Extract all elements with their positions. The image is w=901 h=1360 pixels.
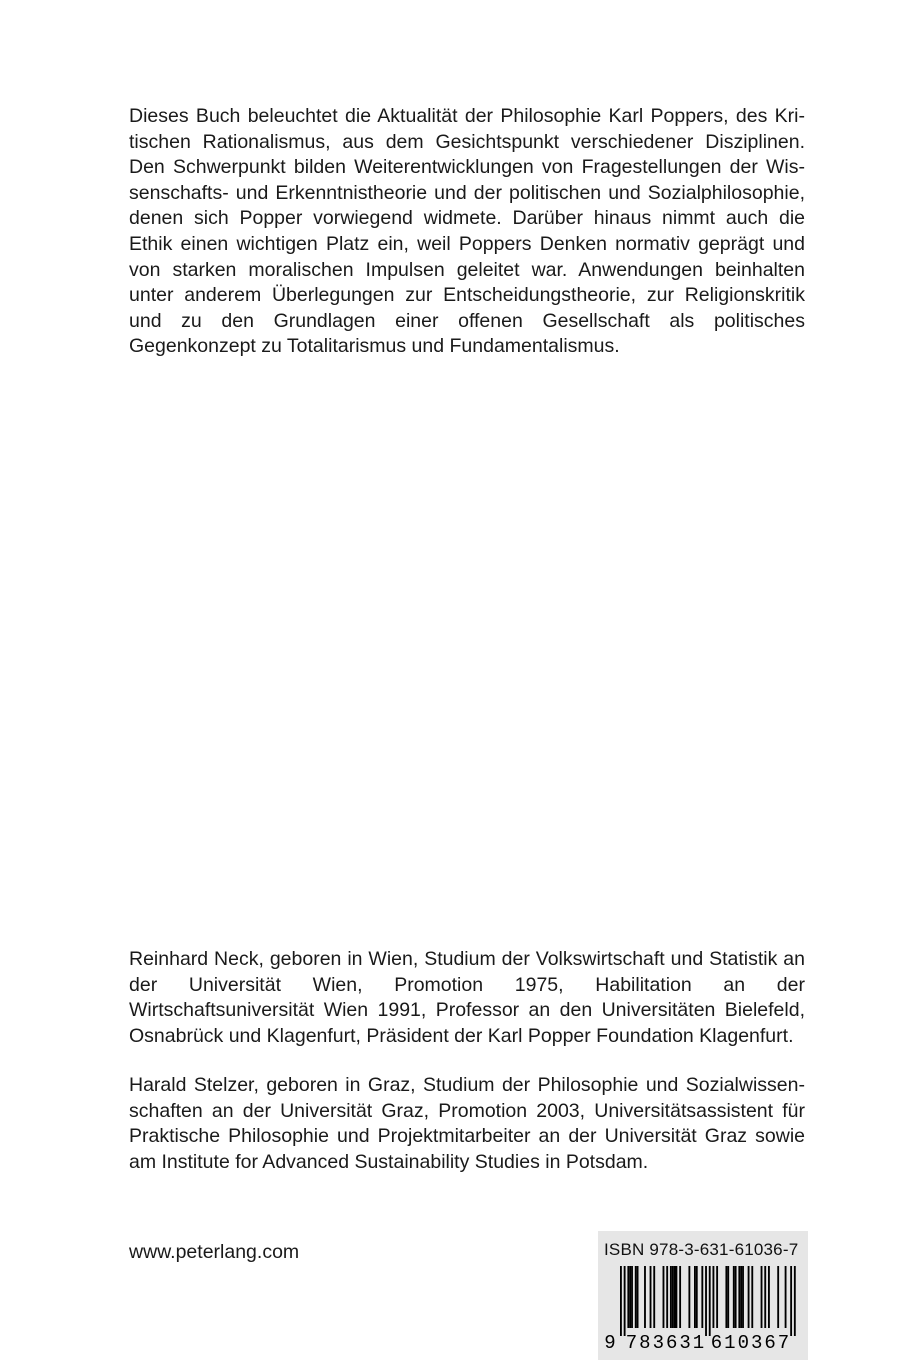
barcode-digit-first: 9 [604, 1332, 616, 1352]
barcode-bar [740, 1266, 742, 1328]
isbn-label: ISBN 978-3-631-61036-7 [604, 1240, 799, 1259]
publisher-website: www.peterlang.com [129, 1241, 300, 1263]
barcode-bar [637, 1266, 639, 1328]
barcode-bar [716, 1266, 718, 1328]
barcode-bar [713, 1266, 715, 1328]
barcode-bar [688, 1266, 690, 1328]
barcode-bar [629, 1266, 631, 1328]
barcode-bar [672, 1266, 674, 1328]
barcode-bar [738, 1266, 740, 1328]
barcode-bar [663, 1266, 665, 1328]
barcode-bar [627, 1266, 629, 1328]
barcode-bar [696, 1266, 698, 1328]
barcode-bar [624, 1266, 626, 1336]
barcode-bar [676, 1266, 678, 1328]
isbn-barcode-box [598, 1231, 808, 1360]
barcode-bar [725, 1266, 727, 1328]
book-description: Dieses Buch beleuchtet die Aktualität der Philosophie Karl Poppers, des Kritischen Rationalismus, aus dem Gesichtspunkt verschiedener Disziplinen. Den Schwerpunkt bilden Weiterentwicklungen von Fragestellungen der Wissenschafts- und Erkenntnistheorie und der politischen und Sozialphilosophie, denen sich Popper vorwiegend widmete. Darüber hinaus nimmt auch die Ethik einen wichtigen Platz ein, weil Poppers Denken normativ geprägt und von starken moralischen Impulsen geleitet war. Anwendungen beinhalten unter anderem Überlegungen zur Entscheidungstheorie, zur Religionskritik und zu den Grundlagen einer offenen Gesellschaft als politisches Gegenkonzept zu Totalitarismus und Fundamentalismus. [129, 105, 805, 358]
barcode-digits-left: 783631 [625, 1332, 707, 1352]
author-bio-neck: Reinhard Neck, geboren in Wien, Studium der Volkswirtschaft und Statistik an der Universität Wien, Promotion 1975, Habilitation an der Wirtschaftsuniversität Wien 1991, Professor an den Universitäten Bielefeld, Osnabrück und Klagenfurt, Präsident der Karl Popper Foundation Klagenfurt. [129, 948, 805, 1047]
barcode-bar [742, 1266, 744, 1328]
barcode-bar [701, 1266, 703, 1328]
barcode-graphic [604, 1264, 802, 1352]
barcode-bar [764, 1266, 766, 1328]
barcode-bar [705, 1266, 707, 1336]
barcode-bar [635, 1266, 637, 1328]
author-bio-stelzer: Harald Stelzer, geboren in Graz, Studium der Philosophie und Sozialwissenschaften an der Universität Graz, Promotion 2003, Universitätsassistent für Praktische Philosophie und Projektmitarbeiter an der Universität Graz sowie am Institute for Advanced Sustainability Studies in Potsdam. [129, 1074, 805, 1173]
barcode-bar [631, 1266, 633, 1328]
barcode-bar [650, 1266, 652, 1328]
barcode [604, 1264, 802, 1352]
barcode-bar [666, 1266, 668, 1328]
barcode-bar [761, 1266, 763, 1328]
barcode-bar [653, 1266, 655, 1328]
barcode-bar [733, 1266, 735, 1328]
barcode-bar [768, 1266, 770, 1328]
barcode-bar [777, 1266, 779, 1328]
barcode-bar [620, 1266, 622, 1336]
barcode-bar [670, 1266, 672, 1328]
barcode-bar [794, 1266, 796, 1336]
barcode-bar [679, 1266, 681, 1328]
barcode-bar [751, 1266, 753, 1328]
barcode-digits-right: 610367 [710, 1332, 792, 1352]
barcode-bar [748, 1266, 750, 1328]
barcode-bar [694, 1266, 696, 1328]
barcode-bar [674, 1266, 676, 1328]
barcode-bar [790, 1266, 792, 1336]
barcode-bar [709, 1266, 711, 1336]
barcode-bar [735, 1266, 737, 1328]
barcode-bar [644, 1266, 646, 1328]
barcode-bar [785, 1266, 787, 1328]
barcode-bar [727, 1266, 729, 1328]
barcode-bars [620, 1266, 796, 1336]
